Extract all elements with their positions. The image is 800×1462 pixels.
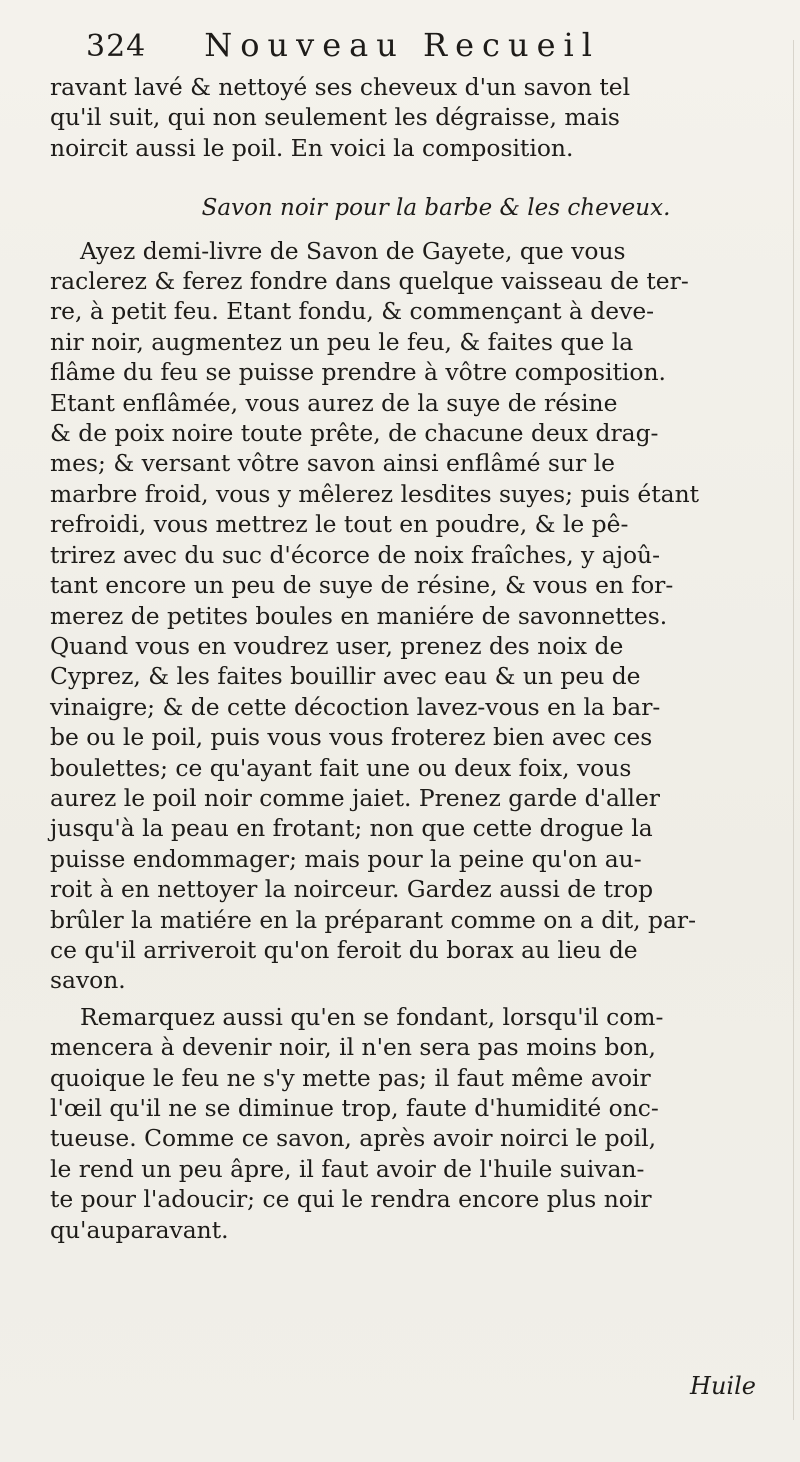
text-line: noircit aussi le poil. En voici la composition. xyxy=(50,133,574,162)
text-line: puisse endommager; mais pour la peine qu'on au- xyxy=(50,844,642,873)
text-line: Remarquez aussi qu'en se fondant, lorsqu'il com- xyxy=(80,1002,664,1031)
catchword: Huile xyxy=(690,1372,756,1400)
text-line: tueuse. Comme ce savon, après avoir noirci le poil, xyxy=(50,1124,657,1153)
text-line: qu'auparavant. xyxy=(50,1215,229,1244)
text-line: Ayez demi-livre de Savon de Gayete, que vous xyxy=(80,236,626,265)
paragraph-recipe xyxy=(50,236,792,996)
text-line: trirez avec du suc d'écorce de noix fraîches, y ajoû- xyxy=(50,540,660,569)
text-line: ravant lavé & nettoyé ses cheveux d'un savon tel xyxy=(50,73,631,101)
text-line: roit à en nettoyer la noirceur. Gardez aussi de trop xyxy=(50,875,654,904)
text-line: boulettes; ce qu'ayant fait une ou deux foix, vous xyxy=(50,753,632,782)
text-line: vinaigre; & de cette décoction lavez-vous en la bar- xyxy=(50,692,661,721)
page-header xyxy=(86,26,766,70)
text-line: merez de petites boules en maniére de savonnettes. xyxy=(50,601,668,630)
text-line: marbre froid, vous y mêlerez lesdites suyes; puis étant xyxy=(50,479,700,508)
running-title: Nouveau Recueil xyxy=(204,26,600,64)
text-line: & de poix noire toute prête, de chacune deux drag- xyxy=(50,419,659,448)
text-line: ce qu'il arriveroit qu'on feroit du borax au lieu de xyxy=(50,935,638,964)
text-line: l'œil qu'il ne se diminue trop, faute d'humidité onc- xyxy=(50,1094,659,1122)
text-line: flâme du feu se puisse prendre à vôtre composition. xyxy=(50,358,666,387)
page-number: 324 xyxy=(86,29,147,64)
text-line: le rend un peu âpre, il faut avoir de l'huile suivan- xyxy=(50,1154,645,1183)
text-line: mes; & versant vôtre savon ainsi enflâmé sur le xyxy=(50,449,615,478)
text-line: Etant enflâmée, vous aurez de la suye de résine xyxy=(50,388,618,417)
paragraph-remark xyxy=(50,1002,792,1245)
text-line: be ou le poil, puis vous vous froterez bien avec ces xyxy=(50,723,653,752)
text-line: savon. xyxy=(50,966,126,995)
text-line: aurez le poil noir comme jaiet. Prenez garde d'aller xyxy=(50,783,660,812)
text-line: nir noir, augmentez un peu le feu, & faites que la xyxy=(50,327,634,356)
text-line: jusqu'à la peau en frotant; non que cette drogue la xyxy=(50,814,653,843)
page-edge-shadow xyxy=(793,40,794,1420)
body-text xyxy=(50,72,792,1245)
text-line: qu'il suit, qui non seulement les dégraisse, mais xyxy=(50,103,620,132)
text-line: tant encore un peu de suye de résine, & vous en for- xyxy=(50,571,674,600)
text-line: re, à petit feu. Etant fondu, & commençant à deve- xyxy=(50,297,655,326)
text-line: mencera à devenir noir, il n'en sera pas moins bon, xyxy=(50,1033,656,1062)
text-line: raclerez & ferez fondre dans quelque vaisseau de ter- xyxy=(50,267,689,296)
section-heading: Savon noir pour la barbe & les cheveux. xyxy=(201,195,671,222)
text-line: te pour l'adoucir; ce qui le rendra encore plus noir xyxy=(50,1185,652,1214)
text-line: brûler la matiére en la préparant comme on a dit, par- xyxy=(50,905,696,934)
text-line: quoique le feu ne s'y mette pas; il faut même avoir xyxy=(50,1063,651,1092)
text-line: Cyprez, & les faites bouillir avec eau & un peu de xyxy=(50,662,641,691)
text-line: Quand vous en voudrez user, prenez des noix de xyxy=(50,631,624,660)
text-line: refroidi, vous mettrez le tout en poudre, & le pê- xyxy=(50,510,629,539)
paragraph-intro xyxy=(50,72,792,163)
